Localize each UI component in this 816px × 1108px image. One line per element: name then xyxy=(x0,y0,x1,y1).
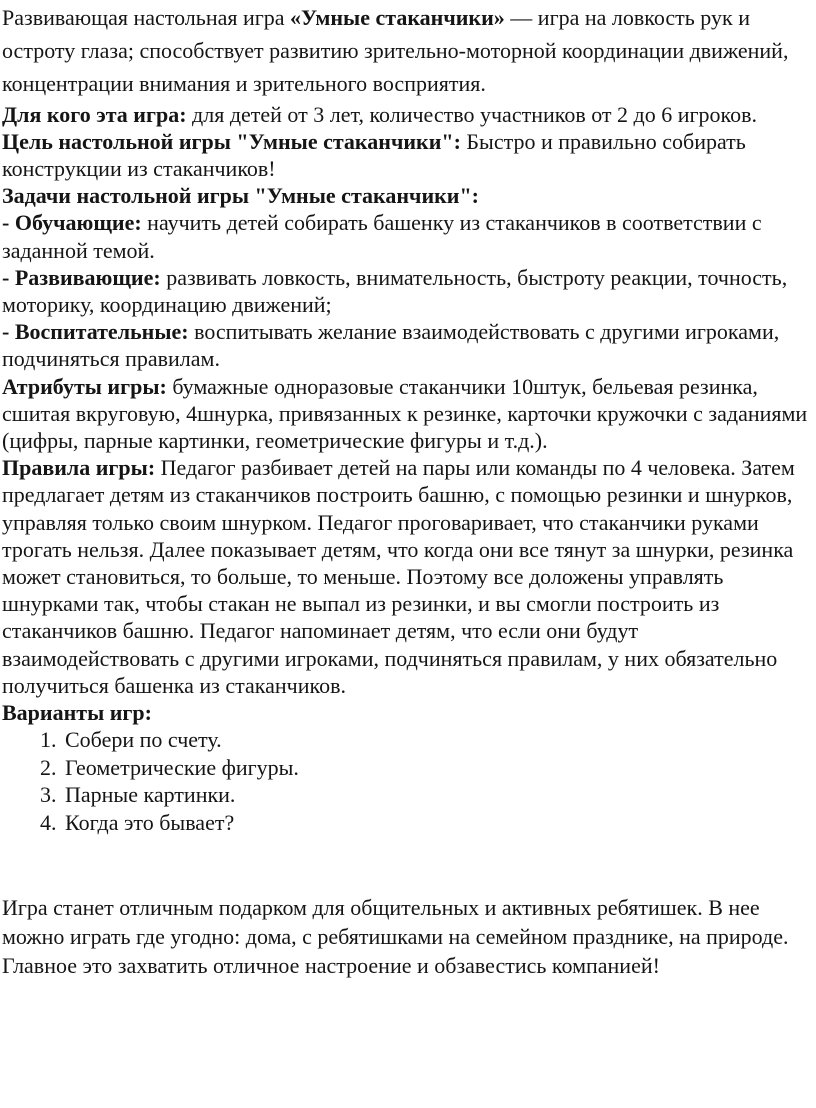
intro-paragraph xyxy=(2,1,810,101)
game-title: «Умные стаканчики» xyxy=(290,5,505,30)
goal-label: Цель настольной игры "Умные стаканчики": xyxy=(2,128,461,154)
task-label: - Воспитательные: xyxy=(2,319,189,345)
rules-paragraph xyxy=(2,454,810,699)
attributes-label: Атрибуты игры: xyxy=(2,373,167,399)
tasks-heading-text: Задачи настольной игры "Умные стаканчики": xyxy=(2,183,480,209)
closing-paragraph: Игра станет отличным подарком для общительных и активных ребятишек. В нее можно играть где угодно: дома, с ребятишками на семейном празднике, на природе. Главное это захватить отличное настроение и обзавестись компанией! xyxy=(2,894,789,978)
task-item xyxy=(2,264,810,318)
document-page xyxy=(2,1,810,980)
list-item: 4. Когда это бывает? xyxy=(62,809,810,837)
task-label: - Развивающие: xyxy=(2,264,161,290)
variants-heading xyxy=(2,699,810,726)
list-item: 2. Геометрические фигуры. xyxy=(62,754,810,782)
list-item: 1. Собери по счету. xyxy=(62,726,810,754)
goal-text: Быстро и правильно собирать конструкции из стаканчиков! xyxy=(2,128,746,182)
task-item xyxy=(2,318,810,372)
task-text: развивать ловкость, внимательность, быстроту реакции, точность, моторику, координацию движений; xyxy=(2,264,788,318)
goal-paragraph xyxy=(2,128,810,182)
task-item xyxy=(2,209,810,263)
task-text: воспитывать желание взаимодействовать с другими игроками, подчиняться правилам. xyxy=(2,319,780,372)
attributes-text: бумажные одноразовые стаканчики 10штук, бельевая резинка, сшитая вкруговую, 4шнурка, привязанных к резинке, карточки кружочки с заданиями (цифры, парные картинки, геометрические фигуры и т.д.). xyxy=(2,373,808,454)
for-whom-text: для детей от 3 лет, количество участников от 2 до 6 игроков. xyxy=(186,101,757,127)
attributes-paragraph xyxy=(2,373,810,455)
rules-label: Правила игры: xyxy=(2,455,156,481)
task-text: научить детей собирать башенку из стаканчиков в соответствии с заданной темой. xyxy=(2,210,762,263)
intro-text-end: — игра на ловкость рук и остроту глаза; способствует развитию зрительно-моторной координации движений, концентрации внимания и зрительного восприятия. xyxy=(2,5,789,97)
variants-heading-text: Варианты игр: xyxy=(2,700,152,726)
variants-list xyxy=(2,726,810,836)
for-whom-paragraph xyxy=(2,101,810,128)
intro-text-start: Развивающая настольная игра xyxy=(2,5,291,30)
for-whom-label: Для кого эта игра: xyxy=(2,101,187,127)
tasks-heading xyxy=(2,182,810,209)
paragraph-spacer xyxy=(2,837,810,893)
rules-text: Педагог разбивает детей на пары или команды по 4 человека. Затем предлагает детям из стаканчиков построить башню, с помощью резинки и шнурков, управляя только своим шнурком. Педагог проговаривает, что стаканчики руками трогать нельзя. Далее показывает детям, что когда они все тянут за шнурки, резинка может становиться, то больше, то меньше. Поэтому все доложены управлять шнурками так, чтобы стакан не выпал из резинки, и вы смогли построить из стаканчиков башню. Педагог напоминает детям, что если они будут взаимодействовать с другими игроками, подчиняться правилам, у них обязательно получиться башенка из стаканчиков. xyxy=(2,455,795,698)
list-item: 3. Парные картинки. xyxy=(62,781,810,809)
task-label: - Обучающие: xyxy=(2,210,142,236)
